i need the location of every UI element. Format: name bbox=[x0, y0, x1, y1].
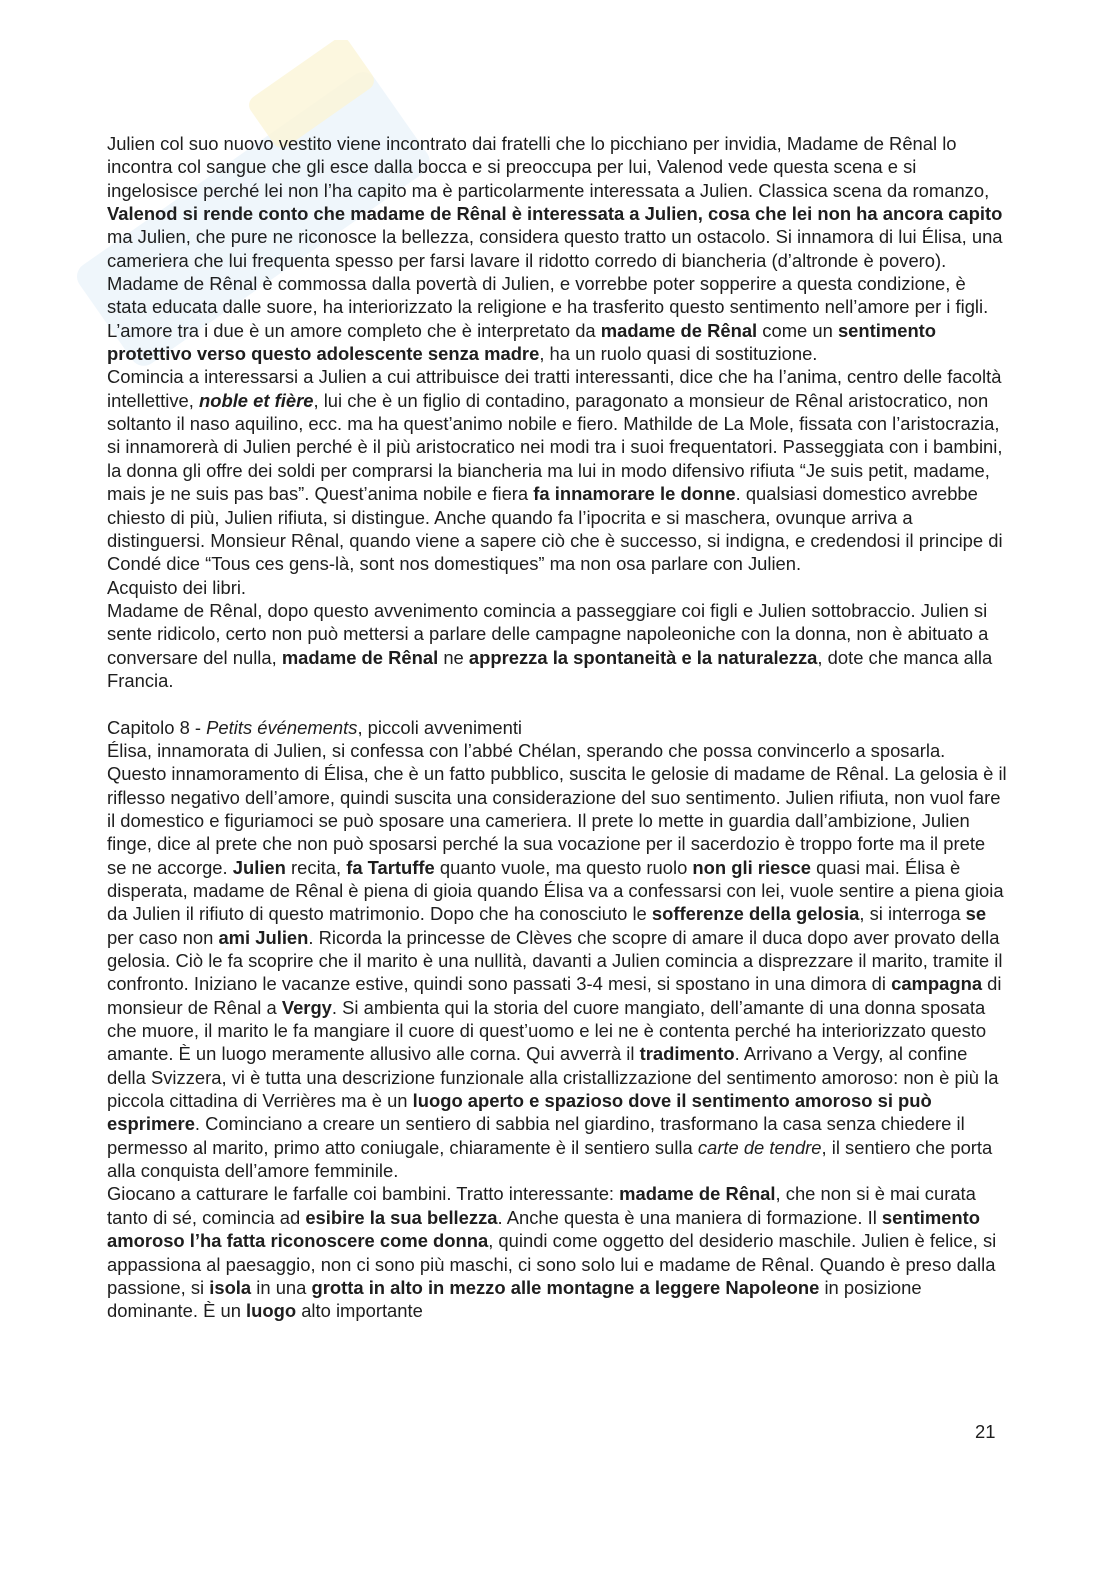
emphasis-run: non gli riesce bbox=[692, 856, 811, 878]
text-run: Julien col suo nuovo vestito viene incontrato dai fratelli che lo picchiano per invidia, Madame de Rênal lo incontra col sangue che gli esce dalla bocca e si preoccupa per lui, Valenod vede questa scena e si ingelosisce perché lei non l’ha capito ma è particolarmente interessata a Julien. Classica scena da romanzo, bbox=[107, 133, 990, 201]
emphasis-run: madame de Rênal bbox=[619, 1183, 776, 1205]
emphasis-run: se bbox=[965, 903, 987, 925]
text-run: ne bbox=[438, 646, 469, 668]
document-body bbox=[107, 132, 1009, 1323]
emphasis-run: Valenod si rende conto che madame de Rênal è interessata a Julien, cosa che lei non ha ancora capito bbox=[107, 203, 1003, 225]
text-run: Élisa, innamorata di Julien, si confessa con l’abbé Chélan, sperando che possa convincerlo a sposarla. Questo innamoramento di Élisa, che è un fatto pubblico, suscita le gelosie di madame de Rênal. La gelosia è il riflesso negativo dell’amore, quindi suscita una considerazione del suo sentimento. Julien rifiuta, non vuol fare il domestico e figuriamoci se può sposare una cameriera. Il prete lo mette in guardia dall’ambizione, Julien finge, dice al prete che non può sposarsi perché la sua vocazione per il sacerdozio è troppo forte ma il prete se ne accorge. bbox=[107, 739, 1007, 878]
text-run: , lui che è un figlio di contadino, paragonato a monsieur de Rênal aristocratico, non soltanto il naso aquilino, ecc. ma ha quest’animo nobile e fiero. Mathilde de La Mole, fissata con l’aristocrazia, si innamorerà di Julien perché è il più aristocratico nei modi tra i suoi frequentatori. Passeggiata con i bambini, la donna gli offre dei soldi per comprarsi la biancheria ma lui in modo difensivo rifiuta “Je suis petit, madame, mais je ne suis pas bas”. Quest’anima nobile e fiera bbox=[107, 389, 1003, 505]
emphasis-run: sentimento protettivo verso questo adolescente senza madre bbox=[107, 319, 937, 365]
chapter-heading bbox=[107, 716, 1009, 739]
emphasis-run: fa Tartuffe bbox=[346, 856, 435, 878]
text-run: di monsieur de Rênal a bbox=[107, 973, 1002, 1018]
text-run: per caso non bbox=[107, 926, 219, 948]
emphasis-run: fa innamorare le donne bbox=[533, 483, 736, 505]
emphasis-run: luogo bbox=[246, 1300, 297, 1322]
text-run: , si interroga bbox=[859, 903, 966, 925]
emphasis-run: sofferenze della gelosia bbox=[651, 903, 860, 925]
text-run: quasi mai. Élisa è disperata, madame de Rênal è piena di gioia quando Élisa va a confessarsi con lei, vuole sentire a piena gioia da Julien il rifiuto di questo matrimonio. Dopo che ha conosciuto le bbox=[107, 856, 1004, 925]
text-run: , ha un ruolo quasi di sostituzione. bbox=[539, 343, 818, 365]
text-run: Comincia a interessarsi a Julien a cui attribuisce dei tratti interessanti, dice che ha l’anima, centro delle facoltà intellettive, bbox=[107, 366, 1002, 411]
paragraph bbox=[107, 1182, 1009, 1322]
text-run: Madame de Rênal, dopo questo avvenimento comincia a passeggiare coi figli e Julien sottobraccio. Julien si sente ridicolo, certo non può mettersi a parlare delle campagne napoleoniche con la donna, non è abituato a conversare del nulla, bbox=[107, 599, 989, 668]
text-run: , quindi come oggetto del desiderio maschile. Julien è felice, si appassiona al paesaggio, non ci sono più maschi, ci sono solo lui e madame de Rênal. Quando è preso dalla passione, si bbox=[107, 1230, 997, 1298]
text-run: recita, bbox=[285, 856, 347, 878]
text-run: Capitolo 8 - bbox=[107, 716, 207, 738]
text-run: come un bbox=[757, 319, 838, 341]
emphasis-run: sentimento amoroso l’ha fatta riconoscere come donna bbox=[107, 1206, 981, 1252]
text-run: . Ricorda la princesse de Clèves che scopre di amare il duca dopo aver provato della gelosia. Ciò le fa scoprire che il marito è una nullità, davanti a Julien comincia a disprezzare il marito, tramite il confronto. Iniziano le vacanze estive, quindi sono passati 3-4 mesi, si spostano in una dimora di bbox=[107, 926, 1003, 995]
page-number: 21 bbox=[975, 1421, 996, 1442]
text-run: , il sentiero che porta alla conquista dell’amore femminile. bbox=[107, 1136, 993, 1182]
emphasis-run: Petits événements bbox=[206, 716, 358, 738]
emphasis-run: campagna bbox=[891, 973, 983, 995]
text-run: , che non si è mai curata tanto di sé, comincia ad bbox=[107, 1183, 976, 1228]
text-run: in una bbox=[251, 1276, 312, 1298]
text-run: Giocano a catturare le farfalle coi bambini. Tratto interessante: bbox=[107, 1183, 620, 1205]
emphasis-run: madame de Rênal bbox=[281, 646, 439, 668]
emphasis-run: carte de tendre bbox=[697, 1136, 822, 1158]
text-run: . Arrivano a Vergy, al confine della Svizzera, vi è tutta una descrizione funzionale alla cristallizzazione del sentimento amoroso: non è più la piccola cittadina di Verrières ma è un bbox=[107, 1043, 999, 1112]
emphasis-run: esibire la sua bellezza bbox=[305, 1206, 498, 1228]
text-run: , dote che manca alla Francia. bbox=[107, 646, 993, 691]
text-run: ma Julien, che pure ne riconosce la bellezza, considera questo tratto un ostacolo. Si innamora di lui Élisa, una cameriera che lui frequenta spesso per farsi lavare il ridotto corredo di biancheria (d’altronde è povero). Madame de Rênal è commossa dalla povertà di Julien, e vorrebbe poter sopperire a questa condizione, è stata educata dalle suore, ha interiorizzato la religione e ha trasferito questo sentimento nell’amore per i figli. L’amore tra i due è un amore completo che è interpretato da bbox=[107, 226, 1003, 341]
text-run: in posizione dominante. È un bbox=[107, 1276, 922, 1322]
text-run: . Anche questa è una maniera di formazione. Il bbox=[497, 1206, 882, 1228]
text-run: . Cominciano a creare un sentiero di sabbia nel giardino, trasformano la casa senza chiedere il permesso al marito, primo atto coniugale, chiaramente è il sentiero sulla bbox=[107, 1113, 965, 1158]
emphasis-run: apprezza la spontaneità e la naturalezza bbox=[468, 646, 818, 668]
paragraph-gap bbox=[107, 692, 1009, 715]
emphasis-run: Julien bbox=[232, 856, 286, 878]
emphasis-run: madame de Rênal bbox=[600, 319, 758, 341]
paragraph bbox=[107, 739, 1009, 1183]
paragraph bbox=[107, 599, 1009, 692]
paragraph bbox=[107, 576, 1009, 599]
text-run: alto importante bbox=[296, 1300, 423, 1322]
emphasis-run: Vergy bbox=[281, 996, 332, 1018]
text-run: . qualsiasi domestico avrebbe chiesto di più, Julien rifiuta, si distingue. Anche quando fa l’ipocrita e si maschera, ovunque arriva a distinguersi. Monsieur Rênal, quando viene a sapere ciò che è successo, si indigna, e credendosi il principe di Condé dice “Tous ces gens-là, sont nos domestiques” ma non osa parlare con Julien. bbox=[107, 483, 1003, 575]
emphasis-run: luogo aperto e spazioso dove il sentimento amoroso si può esprimere bbox=[107, 1090, 932, 1135]
emphasis-run: ami Julien bbox=[218, 926, 309, 948]
text-run: quanto vuole, ma questo ruolo bbox=[434, 856, 693, 878]
emphasis-run: noble et fière bbox=[199, 389, 314, 411]
text-run: , piccoli avvenimenti bbox=[357, 716, 523, 738]
emphasis-run: grotta in alto in mezzo alle montagne a leggere Napoleone bbox=[311, 1276, 820, 1298]
paragraph bbox=[107, 132, 1009, 365]
text-run: Acquisto dei libri. bbox=[107, 576, 247, 598]
emphasis-run: isola bbox=[209, 1276, 252, 1298]
text-run: . Si ambienta qui la storia del cuore mangiato, dell’amante di una donna sposata che muore, il marito le fa mangiare il cuore di quest’uomo e lei ne è contenta perché ha interiorizzato questo amante. È un luogo meramente allusivo alle corna. Qui avverrà il bbox=[107, 996, 987, 1065]
emphasis-run: tradimento bbox=[639, 1043, 735, 1065]
paragraph bbox=[107, 365, 1009, 575]
